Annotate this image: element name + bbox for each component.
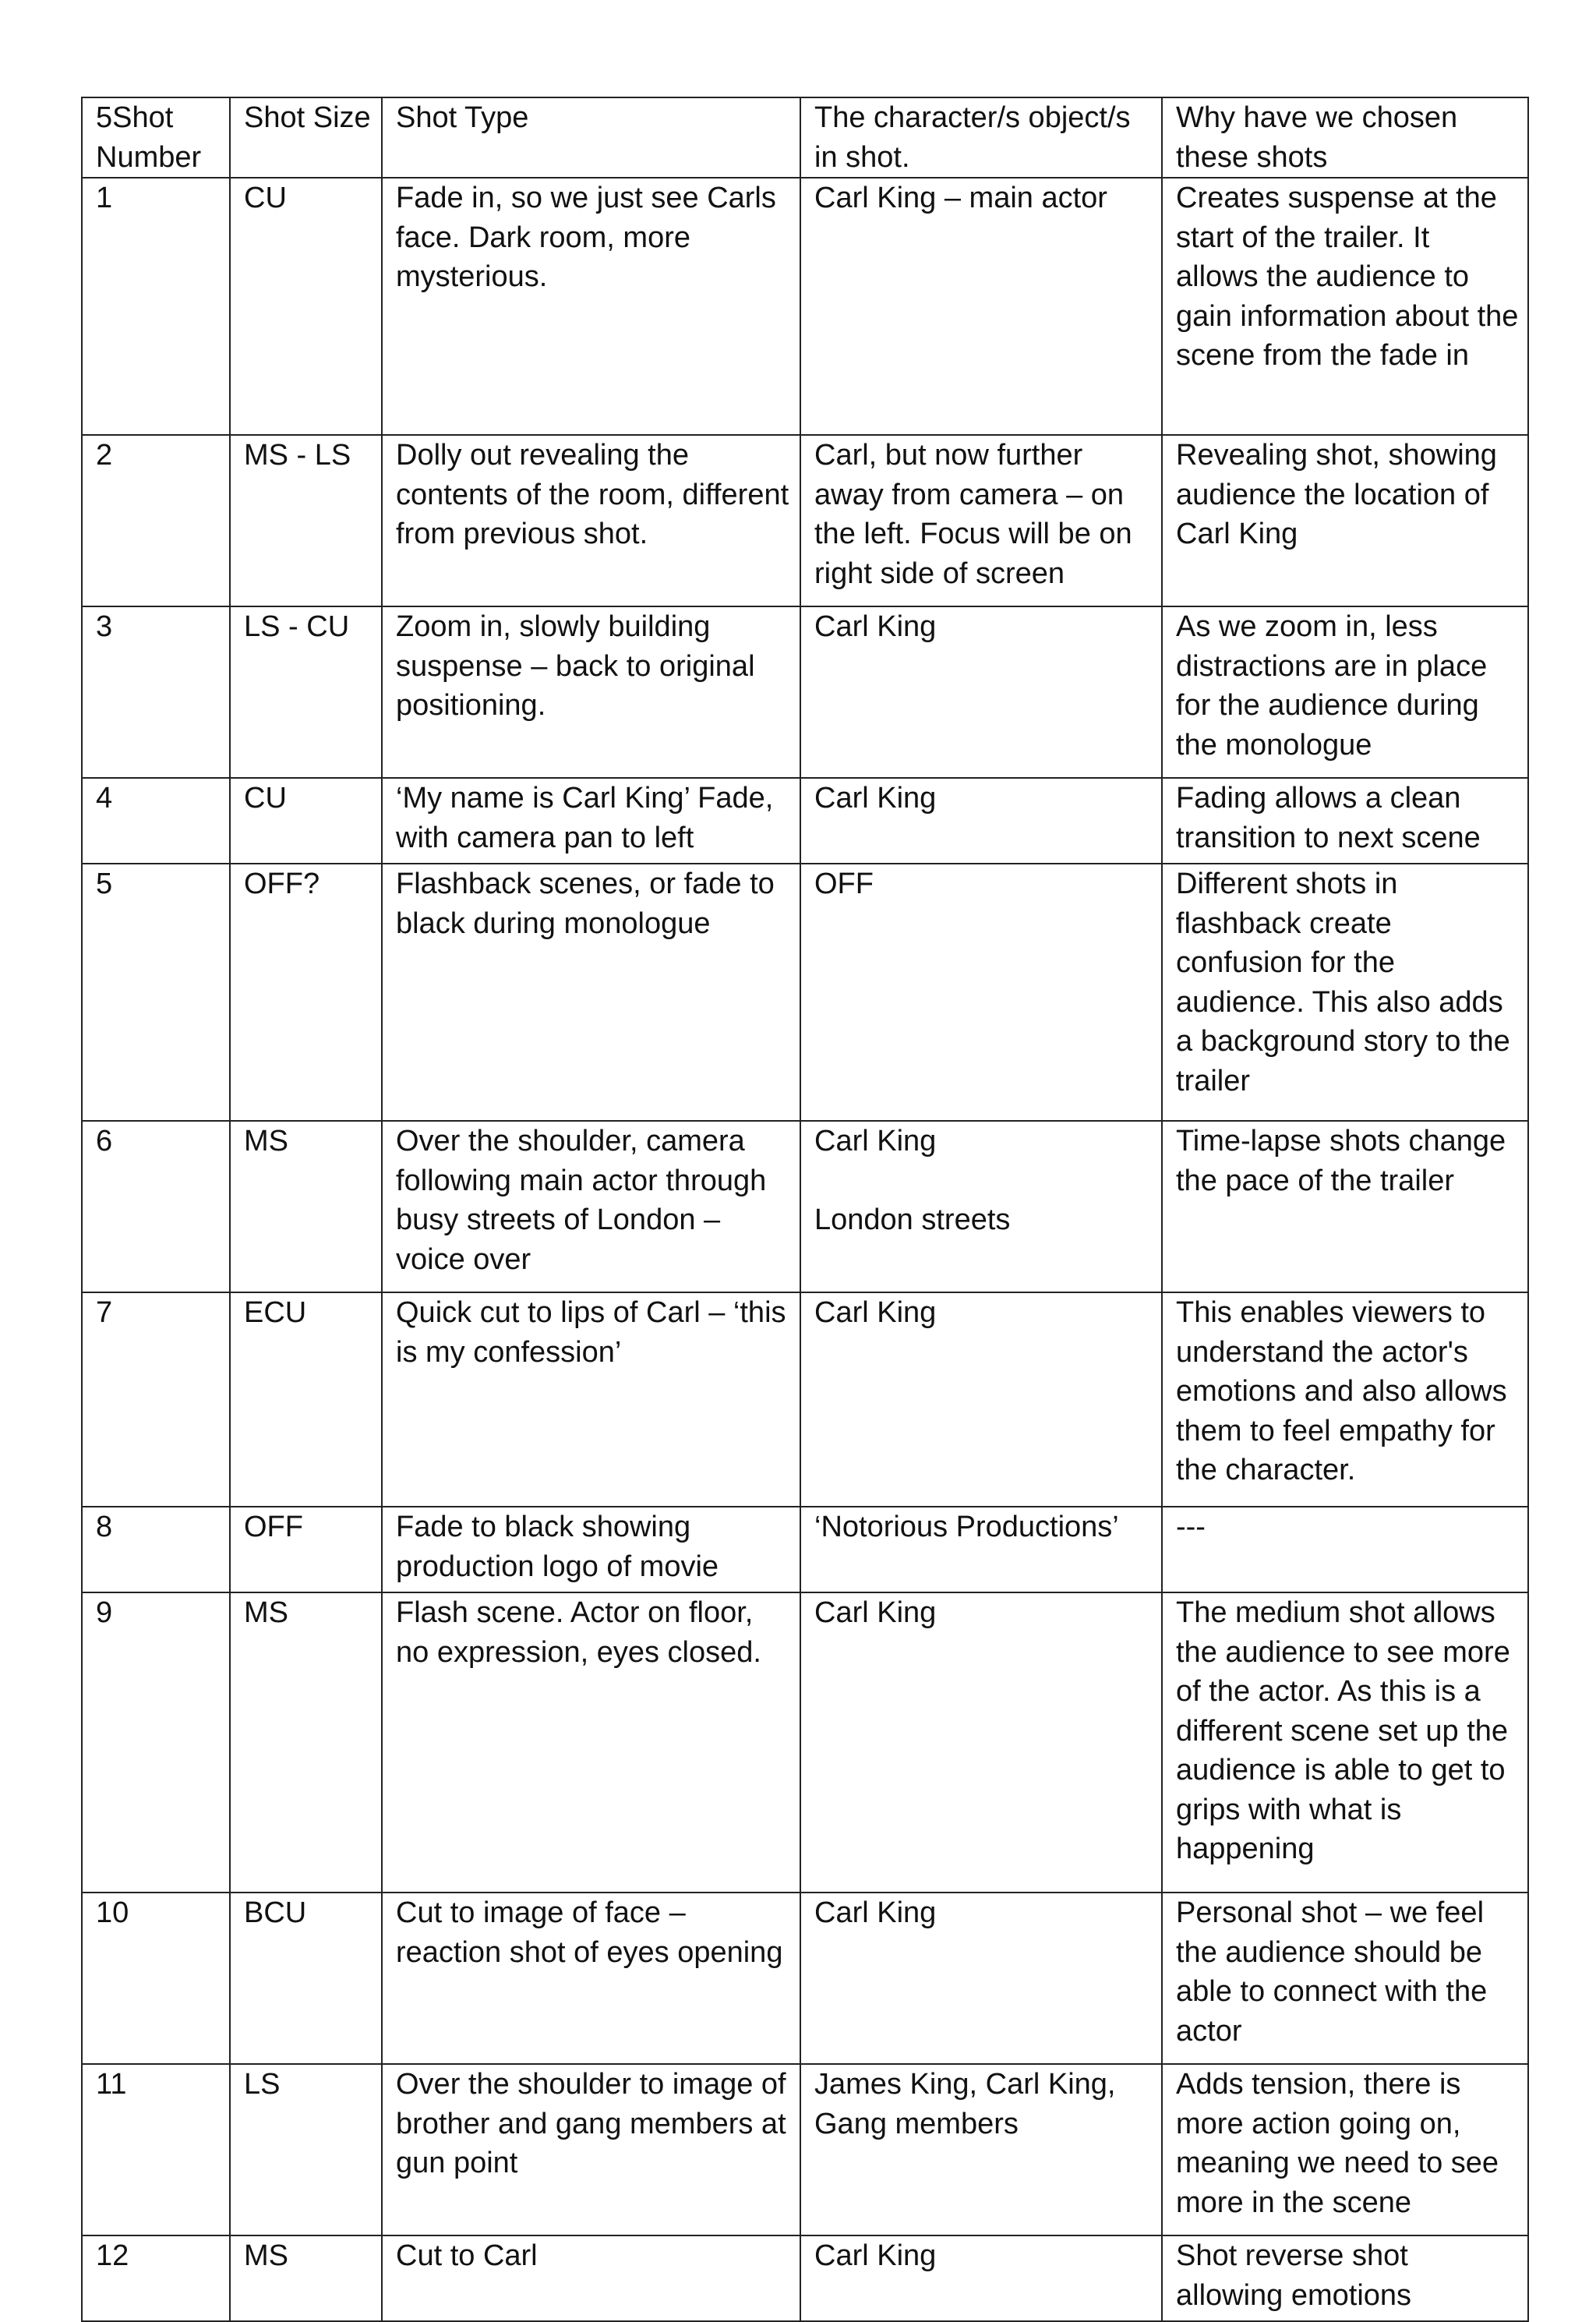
cell-reason-text: Personal shot – we feel the audience should be able to connect with the actor: [1176, 1896, 1488, 2048]
table-row: [82, 864, 1528, 1121]
cell-characters-objects-text: Carl King: [814, 610, 937, 643]
header-shot-size: [230, 97, 382, 178]
cell-shot-type-text: Flash scene. Actor on floor, no expression, eyes closed.: [396, 1596, 761, 1669]
cell-shot-type-text: Over the shoulder to image of brother and gang members at gun point: [396, 2068, 786, 2179]
cell-shot-number: [82, 606, 230, 778]
cell-shot-type: [382, 1507, 800, 1592]
cell-reason: [1162, 778, 1528, 864]
table-row: [82, 178, 1528, 435]
cell-shot-size: [230, 864, 382, 1121]
cell-characters-objects: [800, 1292, 1162, 1507]
cell-shot-size-text: CU: [244, 782, 287, 815]
cell-characters-objects: [800, 1893, 1162, 2064]
header-why-chosen-text: Why have we chosen these shots: [1176, 101, 1458, 174]
cell-shot-size-text: LS - CU: [244, 610, 350, 643]
cell-shot-number-text: 12: [96, 2239, 129, 2272]
cell-shot-size: [230, 1507, 382, 1592]
cell-reason-text: As we zoom in, less distractions are in place for the audience during the monologue: [1176, 610, 1488, 762]
cell-shot-number: [82, 178, 230, 435]
cell-shot-size-text: OFF: [244, 1511, 303, 1543]
cell-characters-objects: [800, 1592, 1162, 1893]
cell-shot-size-text: MS: [244, 2239, 288, 2272]
cell-reason: [1162, 606, 1528, 778]
cell-reason: [1162, 864, 1528, 1121]
cell-shot-size: [230, 178, 382, 435]
cell-shot-size: [230, 435, 382, 606]
cell-characters-objects: [800, 1507, 1162, 1592]
cell-characters-objects: [800, 606, 1162, 778]
cell-shot-type-text: Zoom in, slowly building suspense – back to original positioning.: [396, 610, 755, 722]
table-row: [82, 778, 1528, 864]
cell-characters-objects: [800, 2064, 1162, 2235]
header-shot-number: [82, 97, 230, 178]
cell-shot-type: [382, 178, 800, 435]
cell-shot-type: [382, 435, 800, 606]
cell-shot-size-text: ECU: [244, 1296, 307, 1329]
header-shot-size-text: Shot Size: [244, 101, 371, 134]
cell-shot-type-text: Over the shoulder, camera following main actor through busy streets of London – voice over: [396, 1125, 767, 1276]
cell-shot-number-text: 6: [96, 1125, 113, 1157]
cell-shot-size: [230, 606, 382, 778]
cell-shot-type: [382, 1292, 800, 1507]
cell-reason: [1162, 1893, 1528, 2064]
cell-characters-objects-text: Carl King: [814, 1596, 937, 1629]
cell-characters-objects-text: Carl King: [814, 2239, 937, 2272]
table-row: [82, 435, 1528, 606]
cell-shot-type: [382, 1592, 800, 1893]
cell-shot-number: [82, 1121, 230, 1292]
cell-characters-objects-text: ‘Notorious Productions’: [814, 1511, 1119, 1543]
cell-shot-number: [82, 864, 230, 1121]
header-shot-type-text: Shot Type: [396, 101, 529, 134]
cell-reason-text: Adds tension, there is more action going on, meaning we need to see more in the scene: [1176, 2068, 1499, 2219]
cell-reason: [1162, 1121, 1528, 1292]
cell-characters-objects: [800, 178, 1162, 435]
header-shot-type: [382, 97, 800, 178]
cell-shot-number-text: 3: [96, 610, 113, 643]
cell-characters-objects-text: Carl King – main actor: [814, 182, 1107, 214]
cell-shot-size-text: BCU: [244, 1896, 307, 1929]
cell-reason: [1162, 178, 1528, 435]
table-row: [82, 1121, 1528, 1292]
cell-reason-text: Fading allows a clean transition to next scene: [1176, 782, 1481, 854]
cell-shot-type: [382, 778, 800, 864]
header-why-chosen: [1162, 97, 1528, 178]
cell-shot-number-text: 7: [96, 1296, 113, 1329]
cell-shot-type-text: Cut to Carl: [396, 2239, 538, 2272]
cell-shot-size: [230, 2064, 382, 2235]
cell-shot-type: [382, 1893, 800, 2064]
cell-characters-objects: [800, 778, 1162, 864]
cell-reason-text: The medium shot allows the audience to see more of the actor. As this is a different scene set up the audience is able to get to grips with what is happening: [1176, 1596, 1510, 1865]
cell-reason-text: Shot reverse shot allowing emotions: [1176, 2239, 1412, 2312]
cell-shot-size-text: MS - LS: [244, 439, 351, 472]
table-row: [82, 2235, 1528, 2321]
cell-shot-type: [382, 606, 800, 778]
cell-shot-number: [82, 1893, 230, 2064]
cell-reason: [1162, 1292, 1528, 1507]
table-row: [82, 2064, 1528, 2235]
cell-reason-text: Creates suspense at the start of the trailer. It allows the audience to gain information about the scene from the fade in: [1176, 182, 1519, 372]
cell-characters-objects-text: Carl King: [814, 1296, 937, 1329]
cell-shot-number: [82, 1507, 230, 1592]
cell-reason: [1162, 1592, 1528, 1893]
cell-shot-size: [230, 1292, 382, 1507]
cell-shot-number: [82, 778, 230, 864]
cell-characters-objects-text: Carl King London streets: [814, 1125, 1011, 1236]
table-body: [82, 178, 1528, 2321]
cell-shot-type-text: Dolly out revealing the contents of the room, different from previous shot.: [396, 439, 789, 550]
cell-shot-number-text: 8: [96, 1511, 113, 1543]
table-row: [82, 1592, 1528, 1893]
header-characters-objects: [800, 97, 1162, 178]
header-characters-objects-text: The character/s object/s in shot.: [814, 101, 1131, 174]
cell-shot-size: [230, 1121, 382, 1292]
cell-shot-type: [382, 2064, 800, 2235]
cell-shot-type: [382, 2235, 800, 2321]
cell-reason: [1162, 435, 1528, 606]
cell-shot-type: [382, 864, 800, 1121]
cell-characters-objects: [800, 2235, 1162, 2321]
cell-reason-text: Time-lapse shots change the pace of the trailer: [1176, 1125, 1506, 1197]
cell-shot-number: [82, 1592, 230, 1893]
cell-reason-text: Different shots in flashback create confusion for the audience. This also adds a background story to the trailer: [1176, 868, 1510, 1097]
cell-reason-text: Revealing shot, showing audience the location of Carl King: [1176, 439, 1497, 550]
cell-shot-number-text: 9: [96, 1596, 113, 1629]
cell-characters-objects-text: James King, Carl King, Gang members: [814, 2068, 1116, 2140]
cell-shot-number-text: 11: [96, 2068, 127, 2101]
cell-characters-objects: [800, 864, 1162, 1121]
cell-reason: [1162, 1507, 1528, 1592]
table-row: [82, 1507, 1528, 1592]
cell-characters-objects-text: Carl King: [814, 782, 937, 815]
shot-list-table: [81, 97, 1529, 2322]
cell-shot-size-text: OFF?: [244, 868, 320, 900]
cell-shot-type-text: Fade to black showing production logo of movie: [396, 1511, 719, 1583]
cell-shot-type-text: ‘My name is Carl King’ Fade, with camera pan to left: [396, 782, 774, 854]
cell-shot-type-text: Fade in, so we just see Carls face. Dark room, more mysterious.: [396, 182, 776, 293]
cell-shot-type-text: Quick cut to lips of Carl – ‘this is my confession’: [396, 1296, 786, 1369]
cell-reason: [1162, 2235, 1528, 2321]
cell-shot-size-text: LS: [244, 2068, 281, 2101]
cell-shot-size-text: CU: [244, 182, 287, 214]
cell-shot-size: [230, 778, 382, 864]
cell-characters-objects: [800, 435, 1162, 606]
cell-characters-objects-text: Carl, but now further away from camera – on the left. Focus will be on right side of screen: [814, 439, 1132, 590]
cell-reason-text: ---: [1176, 1511, 1206, 1543]
cell-shot-number-text: 1: [96, 182, 113, 214]
cell-shot-number: [82, 435, 230, 606]
cell-shot-size: [230, 1592, 382, 1893]
header-shot-number-text: 5Shot Number: [96, 101, 202, 174]
cell-shot-size: [230, 2235, 382, 2321]
cell-shot-size: [230, 1893, 382, 2064]
cell-shot-number: [82, 2064, 230, 2235]
cell-shot-type-text: Flashback scenes, or fade to black during monologue: [396, 868, 775, 940]
cell-shot-type-text: Cut to image of face – reaction shot of eyes opening: [396, 1896, 783, 1969]
cell-shot-number: [82, 2235, 230, 2321]
cell-shot-size-text: MS: [244, 1596, 288, 1629]
cell-characters-objects: [800, 1121, 1162, 1292]
cell-shot-size-text: MS: [244, 1125, 288, 1157]
cell-shot-number-text: 4: [96, 782, 113, 815]
table-row: [82, 606, 1528, 778]
table-header-row: [82, 97, 1528, 178]
cell-characters-objects-text: OFF: [814, 868, 874, 900]
cell-reason: [1162, 2064, 1528, 2235]
cell-characters-objects-text: Carl King: [814, 1896, 937, 1929]
table-row: [82, 1893, 1528, 2064]
cell-reason-text: This enables viewers to understand the actor's emotions and also allows them to feel empathy for the character.: [1176, 1296, 1507, 1486]
cell-shot-type: [382, 1121, 800, 1292]
cell-shot-number-text: 2: [96, 439, 113, 472]
cell-shot-number: [82, 1292, 230, 1507]
cell-shot-number-text: 10: [96, 1896, 129, 1929]
cell-shot-number-text: 5: [96, 868, 113, 900]
table-row: [82, 1292, 1528, 1507]
